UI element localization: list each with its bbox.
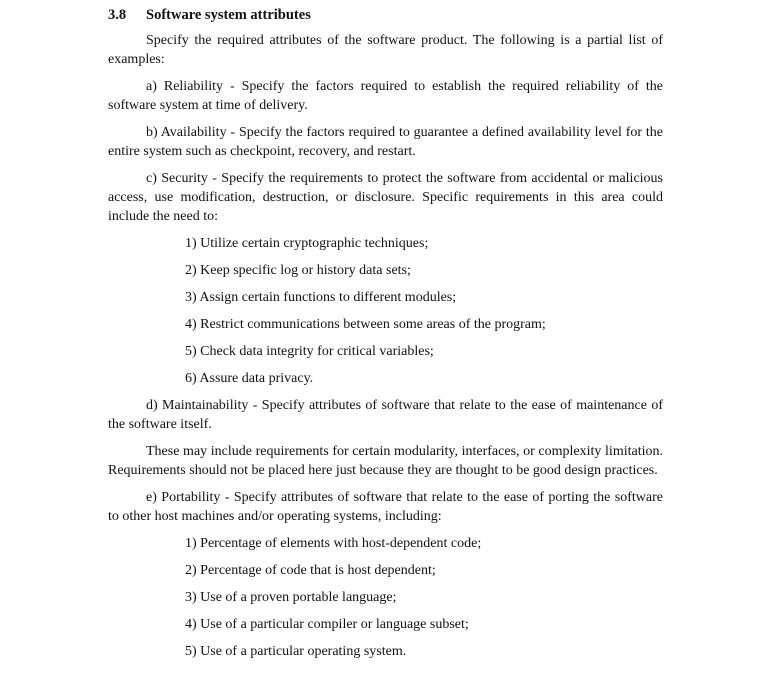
reliability-paragraph: a) Reliability - Specify the factors required to establish the required reliability of the software system at time of delivery. — [108, 79, 663, 113]
list-item: 1) Utilize certain cryptographic techniques; — [185, 236, 429, 251]
maintainability-paragraph: d) Maintainability - Specify attributes of software that relate to the ease of maintenance of the software itself. — [108, 398, 663, 432]
intro-paragraph: Specify the required attributes of the software product. The following is a partial list of examples: — [108, 33, 663, 67]
list-item: 5) Check data integrity for critical variables; — [185, 344, 434, 359]
section-title: Software system attributes — [146, 7, 311, 23]
availability-paragraph: b) Availability - Specify the factors required to guarantee a defined availability level for the entire system such as checkpoint, recovery, and restart. — [108, 125, 663, 159]
maintainability-note: These may include requirements for certain modularity, interfaces, or complexity limitation. Requirements should not be placed here just because they are thought to be good design practices. — [108, 444, 663, 478]
list-item: 4) Use of a particular compiler or language subset; — [185, 617, 469, 632]
document-page — [108, 6, 663, 669]
list-item: 3) Assign certain functions to different modules; — [185, 290, 457, 305]
list-item: 5) Use of a particular operating system. — [185, 644, 407, 659]
list-item: 3) Use of a proven portable language; — [185, 590, 397, 605]
section-heading — [108, 6, 663, 25]
security-list — [108, 234, 663, 388]
portability-list — [108, 534, 663, 661]
security-paragraph: c) Security - Specify the requirements to protect the software from accidental or malicious access, use modification, destruction, or disclosure. Specific requirements in this area could include the need to: — [108, 171, 663, 224]
list-item: 2) Keep specific log or history data sets; — [185, 263, 411, 278]
section-number: 3.8 — [108, 7, 127, 23]
list-item: 6) Assure data privacy. — [185, 371, 314, 386]
list-item: 2) Percentage of code that is host dependent; — [185, 563, 436, 578]
portability-paragraph: e) Portability - Specify attributes of software that relate to the ease of porting the software to other host machines and/or operating systems, including: — [108, 490, 663, 524]
list-item: 1) Percentage of elements with host-dependent code; — [185, 536, 482, 551]
list-item: 4) Restrict communications between some areas of the program; — [185, 317, 546, 332]
